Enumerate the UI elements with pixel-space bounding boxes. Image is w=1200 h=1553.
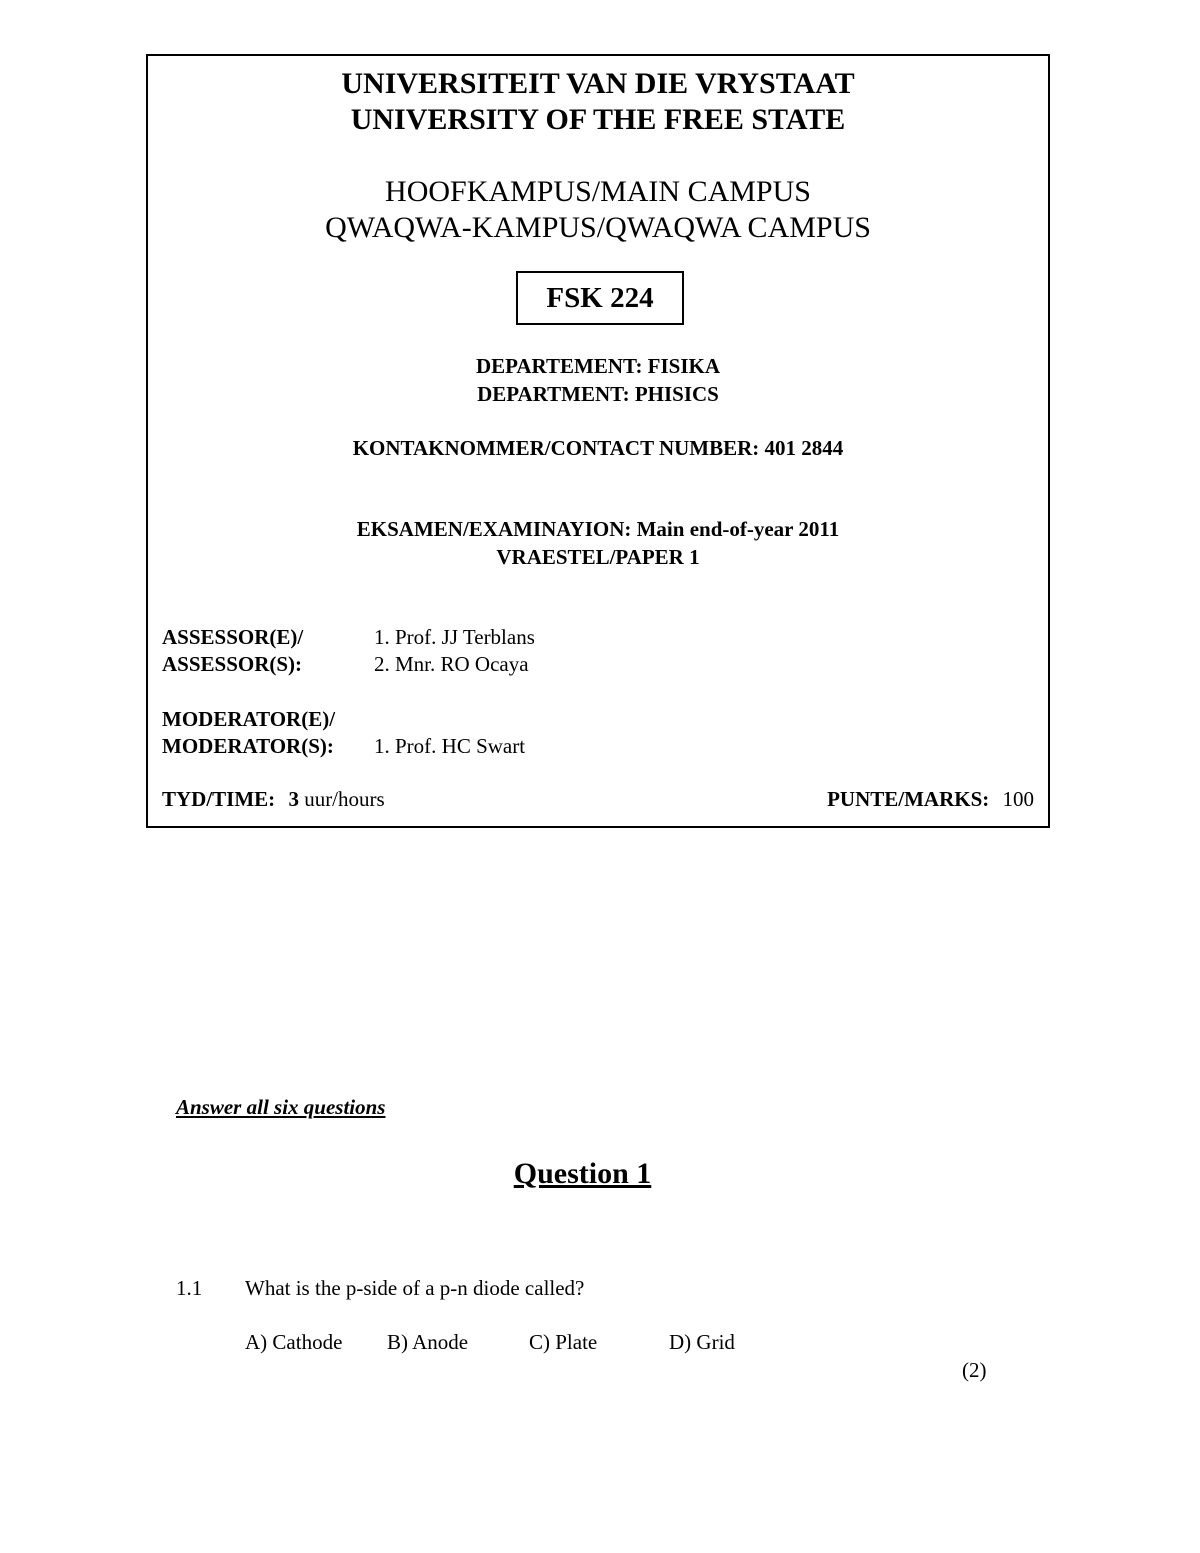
option-a: A) Cathode [245,1330,343,1354]
time-label: TYD/TIME: [162,787,276,811]
time-unit: uur/hours [304,787,385,811]
assessor-label-en: ASSESSOR(S): [162,652,303,676]
moderator-label-en: MODERATOR(S): [162,734,334,758]
option-c: C) Plate [529,1330,598,1354]
paper-number: VRAESTEL/PAPER 1 [496,545,700,569]
qwaqwa-campus: QWAQWA-KAMPUS/QWAQWA CAMPUS [325,211,871,244]
university-name-afrikaans: UNIVERSITEIT VAN DIE VRYSTAAT [341,67,855,100]
instructions: Answer all six questions [176,1095,386,1119]
marks-row [827,786,1034,813]
assessor-2: 2. Mnr. RO Ocaya [374,652,529,676]
moderator-1: 1. Prof. HC Swart [374,734,526,758]
contact-number: KONTAKNOMMER/CONTACT NUMBER: 401 2844 [352,436,844,460]
exam-cover-box [146,54,1050,828]
question-text: What is the p-side of a p-n diode called? [245,1276,585,1300]
university-name-english: UNIVERSITY OF THE FREE STATE [350,103,846,136]
question-number: 1.1 [176,1276,203,1300]
question-title: Question 1 [513,1157,652,1190]
main-campus: HOOFKAMPUS/MAIN CAMPUS [385,175,811,208]
question-marks: (2) [962,1358,987,1382]
marks-label: PUNTE/MARKS: [827,787,990,811]
time-value: 3 [288,787,299,811]
assessor-label-af: ASSESSOR(E)/ [162,625,304,649]
examination: EKSAMEN/EXAMINAYION: Main end-of-year 2011 [356,517,840,541]
assessor-1: 1. Prof. JJ Terblans [374,625,535,649]
option-d: D) Grid [669,1330,735,1354]
marks-value: 100 [1002,787,1034,811]
time-row [162,786,385,813]
moderator-label-af: MODERATOR(E)/ [162,707,336,731]
department-afrikaans: DEPARTEMENT: FISIKA [475,354,721,378]
department-english: DEPARTMENT: PHISICS [477,382,719,406]
option-b: B) Anode [387,1330,469,1354]
module-code: FSK 224 [516,271,684,325]
